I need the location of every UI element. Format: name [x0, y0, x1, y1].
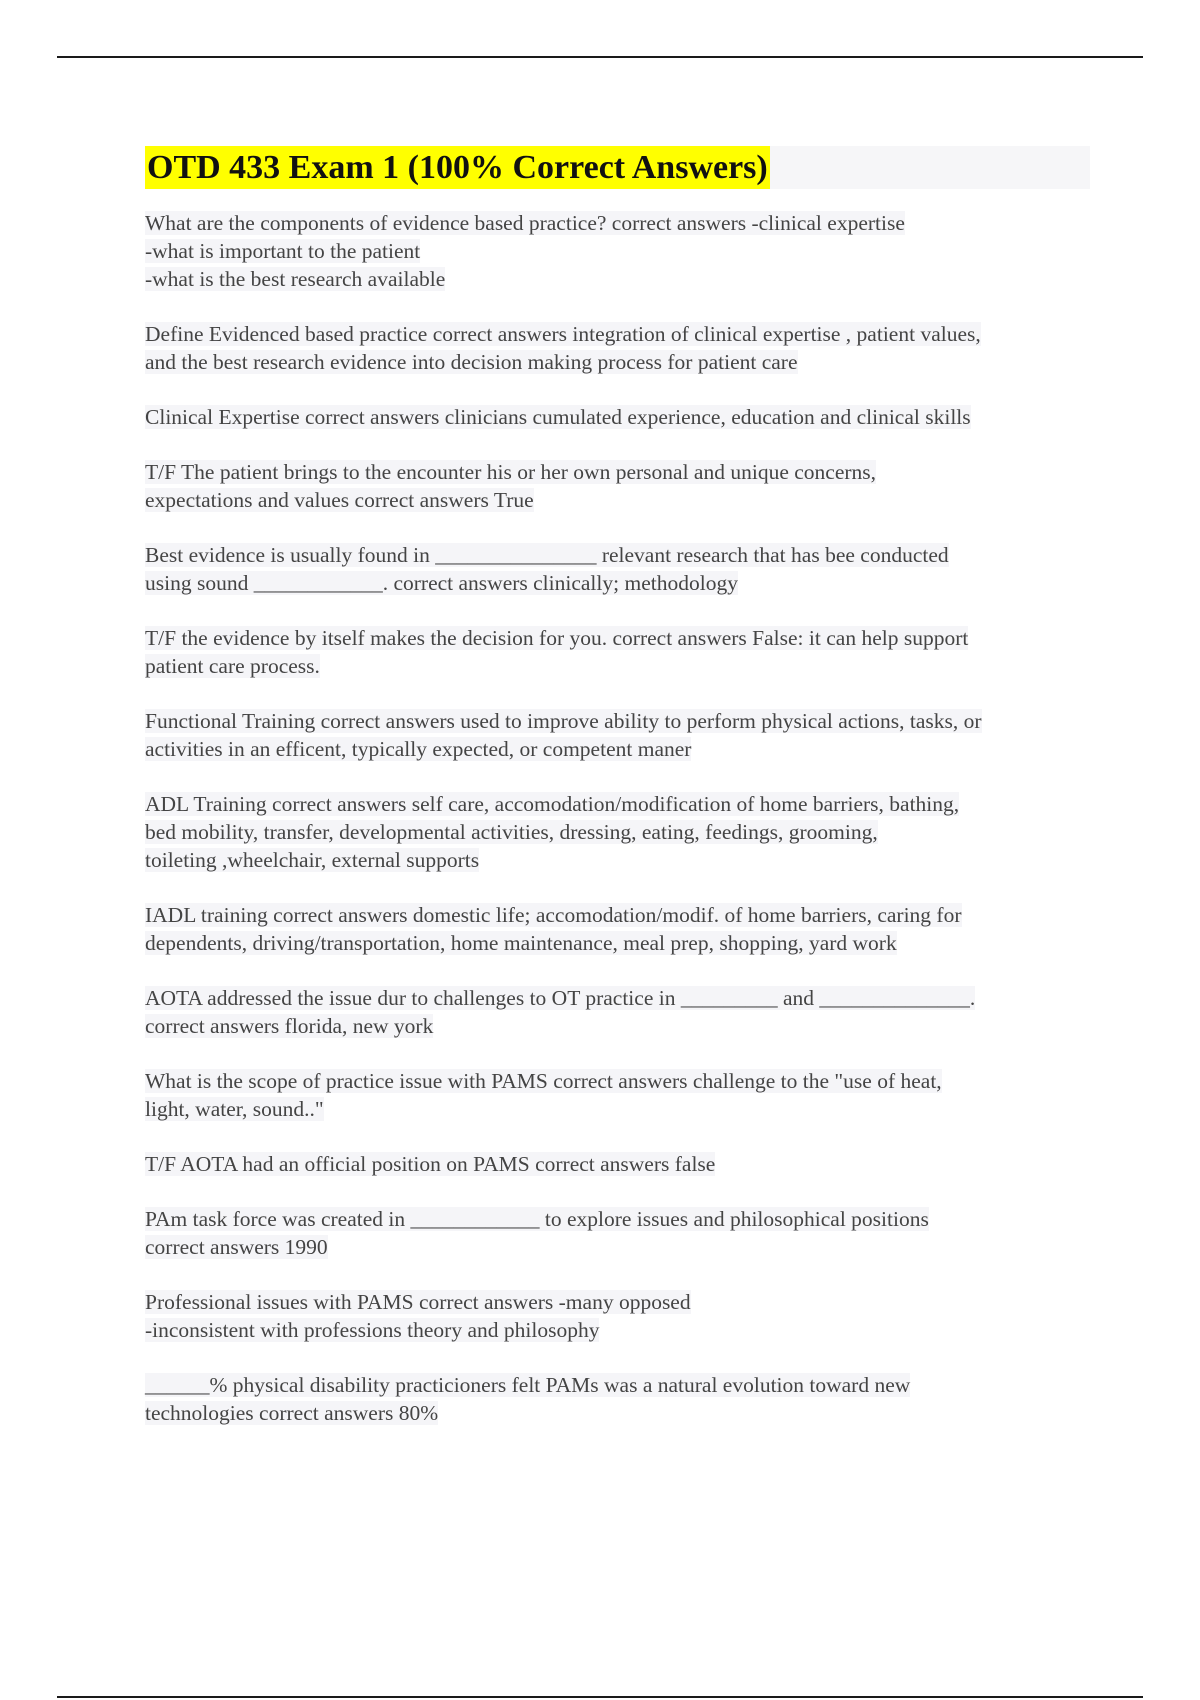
- qa-line: [145, 901, 1090, 929]
- qa-entry: [145, 707, 1090, 763]
- qa-entry: [145, 1288, 1090, 1344]
- qa-line: [145, 624, 1090, 652]
- qa-line-text: dependents, driving/transportation, home maintenance, meal prep, shopping, yard work: [145, 931, 897, 955]
- qa-line-text: technologies correct answers 80%: [145, 1401, 439, 1425]
- qa-entry: [145, 1067, 1090, 1123]
- qa-line: [145, 846, 1090, 874]
- top-rule: [57, 56, 1143, 58]
- title-band: [145, 146, 1090, 189]
- qa-line: [145, 541, 1090, 569]
- qa-line: [145, 237, 1090, 265]
- qa-line: [145, 1205, 1090, 1233]
- qa-line-text: light, water, sound..": [145, 1097, 324, 1121]
- qa-entry: [145, 209, 1090, 293]
- qa-line-text: AOTA addressed the issue dur to challenges to OT practice in _________ and ______________.: [145, 986, 976, 1010]
- qa-entry: [145, 901, 1090, 957]
- bottom-rule: [57, 1696, 1143, 1698]
- qa-line-text: expectations and values correct answers True: [145, 488, 534, 512]
- qa-entry: [145, 320, 1090, 376]
- qa-line: [145, 265, 1090, 293]
- qa-entry: [145, 403, 1090, 431]
- qa-line-text: Clinical Expertise correct answers clinicians cumulated experience, education and clinical skills: [145, 405, 971, 429]
- qa-line: [145, 320, 1090, 348]
- qa-entry: [145, 984, 1090, 1040]
- qa-line: [145, 403, 1090, 431]
- qa-list: [145, 209, 1090, 1427]
- qa-line-text: activities in an efficent, typically expected, or competent maner: [145, 737, 692, 761]
- qa-line: [145, 1095, 1090, 1123]
- qa-line-text: What is the scope of practice issue with PAMS correct answers challenge to the "use of heat,: [145, 1069, 942, 1093]
- qa-line-text: T/F The patient brings to the encounter his or her own personal and unique concerns,: [145, 460, 877, 484]
- qa-line: [145, 1371, 1090, 1399]
- qa-line: [145, 569, 1090, 597]
- qa-line-text: toileting ,wheelchair, external supports: [145, 848, 480, 872]
- qa-line: [145, 1233, 1090, 1261]
- qa-line: [145, 209, 1090, 237]
- qa-line: [145, 818, 1090, 846]
- qa-line: [145, 348, 1090, 376]
- qa-line-text: bed mobility, transfer, developmental activities, dressing, eating, feedings, grooming,: [145, 820, 878, 844]
- qa-line-text: Best evidence is usually found in _______________ relevant research that has bee conducted: [145, 543, 949, 567]
- qa-line-text: Professional issues with PAMS correct answers -many opposed: [145, 1290, 691, 1314]
- qa-line-text: -inconsistent with professions theory and philosophy: [145, 1318, 600, 1342]
- qa-entry: [145, 1205, 1090, 1261]
- qa-entry: [145, 458, 1090, 514]
- qa-line: [145, 984, 1090, 1012]
- qa-line-text: T/F the evidence by itself makes the decision for you. correct answers False: it can help support: [145, 626, 969, 650]
- qa-line-text: ______% physical disability practicioners felt PAMs was a natural evolution toward new: [145, 1373, 911, 1397]
- qa-line-text: patient care process.: [145, 654, 320, 678]
- document-title: OTD 433 Exam 1 (100% Correct Answers): [145, 146, 770, 189]
- qa-line: [145, 707, 1090, 735]
- qa-line: [145, 1399, 1090, 1427]
- qa-entry: [145, 1150, 1090, 1178]
- qa-line: [145, 1316, 1090, 1344]
- qa-entry: [145, 790, 1090, 874]
- qa-line-text: and the best research evidence into decision making process for patient care: [145, 350, 798, 374]
- qa-line-text: T/F AOTA had an official position on PAMS correct answers false: [145, 1152, 716, 1176]
- qa-line-text: -what is the best research available: [145, 267, 446, 291]
- qa-line-text: What are the components of evidence based practice? correct answers -clinical expertise: [145, 211, 905, 235]
- qa-entry: [145, 1371, 1090, 1427]
- qa-line-text: using sound ____________. correct answers clinically; methodology: [145, 571, 738, 595]
- qa-entry: [145, 541, 1090, 597]
- qa-line-text: Define Evidenced based practice correct answers integration of clinical expertise , patient values,: [145, 322, 981, 346]
- qa-line: [145, 458, 1090, 486]
- qa-line: [145, 735, 1090, 763]
- qa-line-text: -what is important to the patient: [145, 239, 421, 263]
- qa-line: [145, 929, 1090, 957]
- qa-line-text: PAm task force was created in ____________ to explore issues and philosophical positions: [145, 1207, 929, 1231]
- qa-line-text: IADL training correct answers domestic life; accomodation/modif. of home barriers, caring for: [145, 903, 962, 927]
- qa-line: [145, 652, 1090, 680]
- qa-line-text: Functional Training correct answers used to improve ability to perform physical actions, tasks, or: [145, 709, 982, 733]
- qa-line-text: correct answers 1990: [145, 1235, 328, 1259]
- qa-line: [145, 1150, 1090, 1178]
- qa-line: [145, 1067, 1090, 1095]
- document-body: [145, 146, 1090, 1454]
- qa-entry: [145, 624, 1090, 680]
- qa-line: [145, 1288, 1090, 1316]
- qa-line-text: ADL Training correct answers self care, accomodation/modification of home barriers, bathing,: [145, 792, 960, 816]
- qa-line: [145, 790, 1090, 818]
- qa-line: [145, 486, 1090, 514]
- qa-line-text: correct answers florida, new york: [145, 1014, 434, 1038]
- qa-line: [145, 1012, 1090, 1040]
